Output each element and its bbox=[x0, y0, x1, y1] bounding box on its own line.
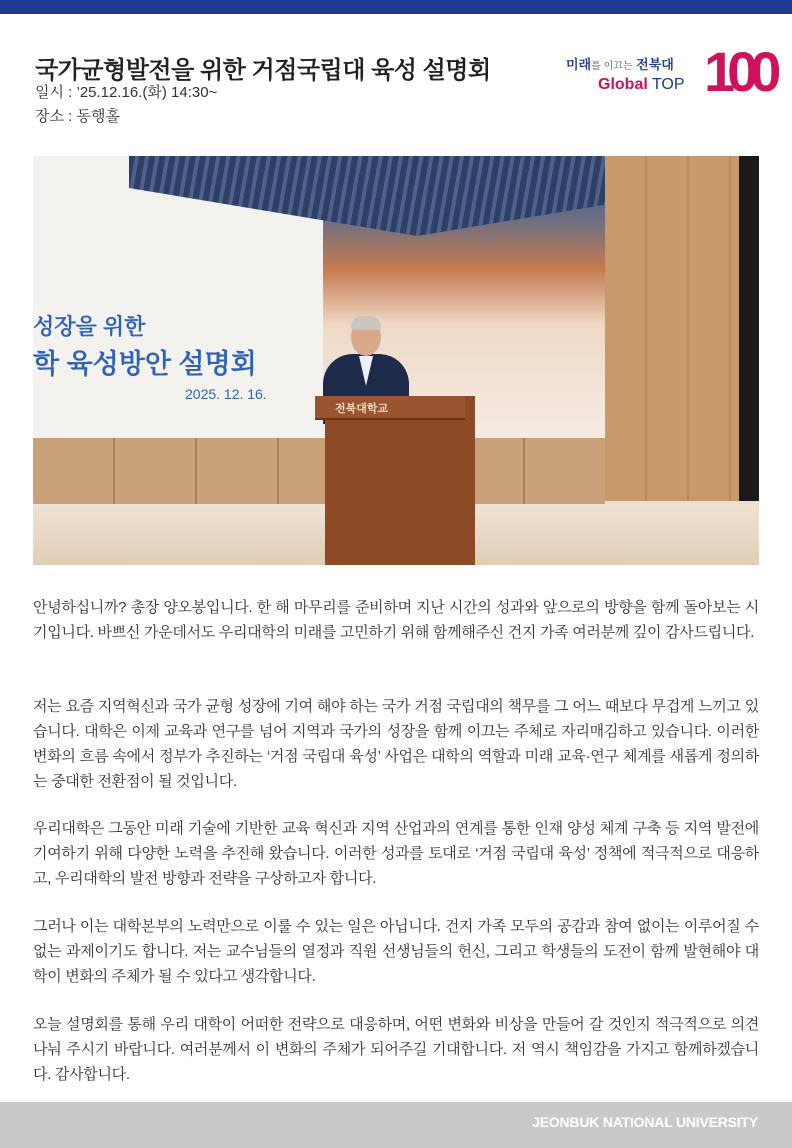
podium bbox=[325, 396, 475, 565]
logo-text-global: Global bbox=[598, 76, 648, 93]
page-title: 국가균형발전을 위한 거점국립대 육성 설명회 bbox=[35, 57, 491, 84]
top-accent-bar bbox=[0, 0, 792, 14]
body-paragraph-5: 오늘 설명회를 통해 우리 대학이 어떠한 전략으로 대응하며, 어떤 변화와 비상을 만들어 갈 것인지 적극적으로 의견 나눠 주시기 바랍니다. 여러분께서 이 변화의 주체가 되어주길 기대합니다. 저 역시 책임감을 가지고 함께하겠습니다. 감사합니다. bbox=[33, 1016, 759, 1083]
footer-university-name: JEONBUK NATIONAL UNIVERSITY bbox=[532, 1114, 758, 1130]
body-paragraph-3: 우리대학은 그동안 미래 기술에 기반한 교육 혁신과 지역 산업과의 연계를 통한 인재 양성 체계 구축 등 지역 발전에 기여하기 위해 다양한 노력을 추진해 왔습니다. 이러한 성과를 토대로 ‘거점 국립대 육성’ 정책에 적극적으로 대응하고, 우리대학의 발전 방향과 전략을 구상하고자 합니다. bbox=[33, 820, 759, 887]
logo-text-future: 미래 bbox=[566, 57, 592, 72]
logo-number-100: 100 bbox=[704, 40, 774, 103]
date-value: ’25.12.16.(화) 14:30~ bbox=[76, 84, 218, 101]
place-label: 장소 : bbox=[35, 108, 73, 125]
body-paragraph-2: 저는 요즘 지역혁신과 국가 균형 성장에 기여 해야 하는 국가 거점 국립대의 책무를 그 어느 때보다 무겁게 느끼고 있습니다. 대학은 이제 교육과 연구를 넘어 지역과 국가의 성장을 함께 이끄는 주체로 자리매김하고 있습니다. 이러한 변화의 흐름 속에서 정부가 추진하는 ‘거점 국립대 육성’ 사업은 대학의 역할과 미래 교육·연구 체계를 새롭게 정의하는 중대한 전환점이 될 것입니다. bbox=[33, 698, 759, 790]
slide-title-line1: 성장을 위한 bbox=[33, 314, 146, 339]
place-value: 동행홀 bbox=[76, 108, 120, 125]
body-paragraph-4: 그러나 이는 대학본부의 노력만으로 이룰 수 있는 일은 아닙니다. 건지 가족 모두의 공감과 참여 없이는 이루어질 수 없는 과제이기도 합니다. 저는 교수님들의 열정과 직원 선생님들의 헌신, 그리고 학생들의 도전이 함께 발현해야 대학이 변화의 주체가 될 수 있다고 생각합니다. bbox=[33, 918, 759, 985]
event-place bbox=[35, 105, 120, 126]
footer bbox=[0, 1102, 792, 1148]
slide-title-line2: 학 육성방안 설명회 bbox=[33, 349, 257, 379]
logo-text-top: TOP bbox=[651, 76, 685, 93]
body-paragraph-1: 안녕하십니까? 총장 양오봉입니다. 한 해 마무리를 준비하며 지난 시간의 성과와 앞으로의 방향을 함께 돌아보는 시기입니다. 바쁘신 가운데서도 우리대학의 미래를 고민하기 위해 함께해주신 건지 가족 여러분께 깊이 감사드립니다. bbox=[33, 599, 759, 641]
date-label: 일시 : bbox=[35, 84, 73, 101]
event-photo bbox=[33, 156, 759, 565]
event-date bbox=[35, 81, 217, 102]
logo-text-leading: 를 이끄는 bbox=[591, 61, 633, 72]
podium-label: 전북대학교 bbox=[335, 403, 389, 415]
jbnu-global-top100-logo bbox=[562, 40, 774, 103]
slide-date: 2025. 12. 16. bbox=[185, 386, 267, 402]
logo-text-jbnu: 전북대 bbox=[636, 57, 674, 72]
